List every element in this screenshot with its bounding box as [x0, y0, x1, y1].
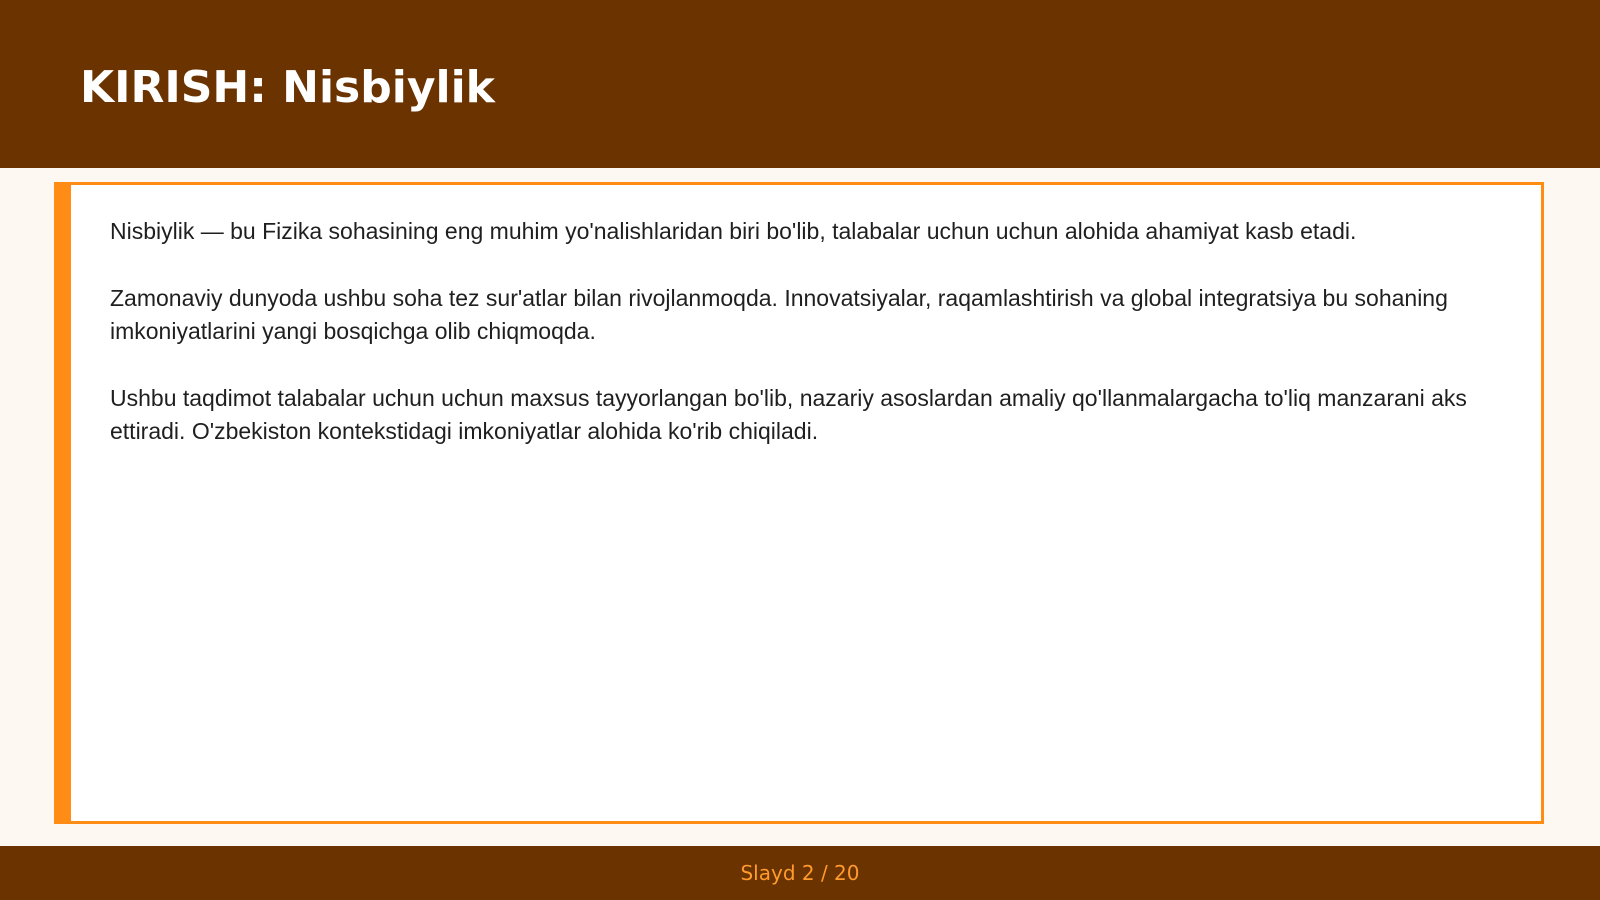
slide-number: Slayd 2 / 20 [740, 861, 860, 885]
content-box [54, 182, 1544, 824]
slide-header [0, 0, 1600, 168]
content-text [110, 215, 1501, 482]
paragraph-intro: Nisbiylik — bu Fizika sohasining eng muhim yo'nalishlaridan biri bo'lib, talabalar uchun uchun alohida ahamiyat kasb etadi. [110, 218, 1357, 244]
paragraph-modern-world: Zamonaviy dunyoda ushbu soha tez sur'atlar bilan rivojlanmoqda. Innovatsiyalar, raqamlashtirish va global integratsiya bu sohaning imkoniyatlarini yangi bosqichga olib chiqmoqda. [110, 285, 1448, 344]
slide-footer [0, 846, 1600, 900]
slide-title: KIRISH: Nisbiylik [80, 62, 495, 113]
paragraph-presentation: Ushbu taqdimot talabalar uchun uchun maxsus tayyorlangan bo'lib, nazariy asoslardan amaliy qo'llanmalargacha to'liq manzarani aks ettiradi. O'zbekiston kontekstidagi imkoniyatlar alohida ko'rib chiqiladi. [110, 385, 1467, 444]
